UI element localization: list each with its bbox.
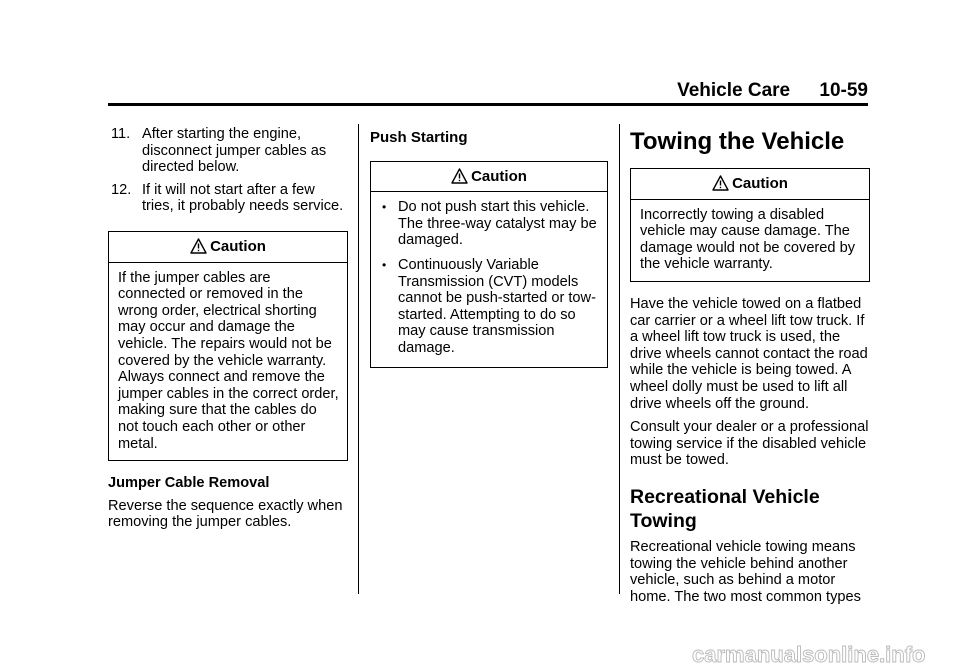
section-heading: Towing the Vehicle	[630, 128, 845, 155]
caution-box	[630, 168, 870, 282]
subheading: Jumper Cable Removal	[108, 475, 270, 492]
header-rule	[108, 103, 868, 106]
column-3	[630, 128, 870, 612]
step-number: 12.	[111, 181, 132, 198]
step-item	[108, 126, 348, 176]
step-number: 11.	[111, 126, 131, 142]
bullet-icon: •	[382, 200, 387, 215]
caution-box	[108, 231, 348, 461]
paragraph: Reverse the sequence exactly when removing the jumper cables.	[108, 497, 343, 531]
caution-title	[371, 162, 607, 193]
section-heading: Push Starting	[370, 129, 468, 146]
bullet-text: Continuously Variable Transmission (CVT) models cannot be push-started or tow-started. Attempting to do so may cause transmission damage.	[398, 256, 596, 356]
caution-label: Caution	[732, 175, 788, 192]
bullet-item	[380, 199, 599, 249]
column-divider	[358, 124, 359, 594]
warning-icon	[190, 238, 207, 254]
step-item	[108, 182, 348, 215]
caution-body	[371, 192, 607, 366]
step-text: After starting the engine, disconnect jumper cables as directed below.	[142, 126, 327, 176]
warning-icon	[712, 175, 729, 191]
warning-icon	[451, 168, 468, 184]
caution-label: Caution	[210, 237, 266, 255]
caution-title	[109, 232, 347, 263]
column-1	[108, 126, 348, 538]
bullet-item	[380, 257, 599, 357]
caution-box	[370, 161, 608, 368]
paragraph: Recreational vehicle towing means towing the vehicle behind another vehicle, such as behind a motor home. The two most common types	[630, 538, 861, 605]
paragraph: Consult your dealer or a professional towing service if the disabled vehicle must be towed.	[630, 419, 869, 469]
section-title: Vehicle Care	[677, 80, 791, 101]
paragraph: Have the vehicle towed on a flatbed car carrier or a wheel lift tow truck. If a wheel lift tow truck is used, the drive wheels cannot contact the road while the vehicle is being towed. A wheel dolly must be used to lift all drive wheels off the ground.	[630, 295, 868, 412]
column-divider	[619, 124, 620, 594]
subsection-heading: Recreational Vehicle Towing	[630, 485, 820, 532]
page-number: 10-59	[819, 80, 868, 101]
bullet-text: Do not push start this vehicle. The three-way catalyst may be damaged.	[398, 199, 597, 249]
caution-text: Incorrectly towing a disabled vehicle may cause damage. The damage would not be covered by the vehicle warranty.	[640, 206, 855, 273]
caution-text: If the jumper cables are connected or removed in the wrong order, electrical shorting may occur and damage the vehicle. The repairs would not be covered by the vehicle warranty. Always connect and remove the jumper cables in the correct order, making sure that the cables do not touch each other or other metal.	[118, 269, 339, 452]
caution-label: Caution	[471, 167, 527, 185]
column-2	[370, 126, 608, 382]
watermark-logo	[690, 642, 952, 668]
watermark-text: carmanualsonline.info	[692, 642, 926, 667]
step-text: If it will not start after a few tries, it probably needs service.	[142, 181, 344, 215]
caution-title	[631, 169, 869, 200]
bullet-icon: •	[382, 257, 387, 272]
